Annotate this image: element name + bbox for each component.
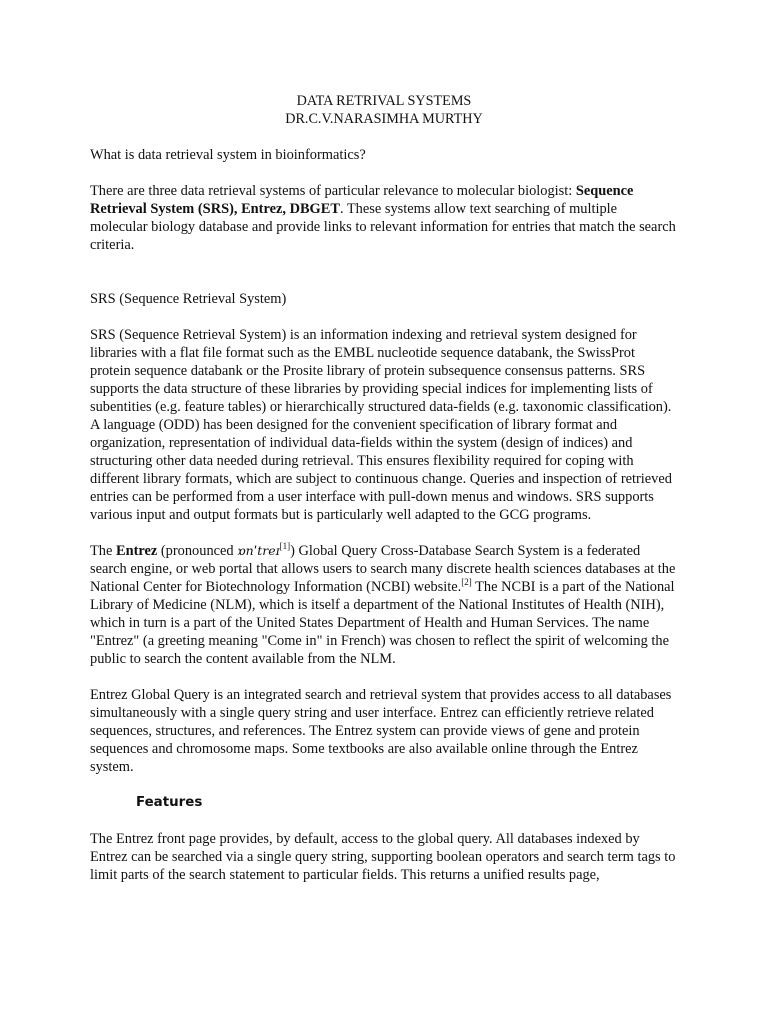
intro-text-end: . These systems allow text searching of multiple molecular biology database and provide links to relevant information for entries that match the search criteria. [90,201,676,253]
entrez-pronunciation: ɒnˈtreɪ [237,543,280,558]
intro-bold-systems: Sequence Retrieval System (SRS), Entrez, DBGET [90,183,634,217]
entrez-text-4: The NCBI is a part of the National Library of Medicine (NLM), which is itself a department of the National Institutes of Health (NIH), which in turn is a part of the United States Department of Health and Human Services. The name "Entrez" (a greeting meaning "Come in" in French) was chosen to reflect the spirit of welcoming the public to search the content available from the NLM. [90,579,675,667]
entrez-text-1: The [90,543,116,559]
document-body [90,92,678,902]
title-block [90,92,678,128]
question-line: What is data retrieval system in bioinformatics? [90,147,366,163]
intro-text-start: There are three data retrieval systems of particular relevance to molecular biologist: [90,183,576,199]
entrez-bold: Entrez [115,543,158,559]
entrez-paragraph [90,542,678,668]
srs-heading: SRS (Sequence Retrieval System) [90,291,287,307]
global-query-paragraph: Entrez Global Query is an integrated search and retrieval system that provides access to all databases simultaneously with a single query string and user interface. Entrez can efficiently retrieve related sequences, structures, and references. The Entrez system can provide views of gene and protein sequences and chromosome maps. Some textbooks are also available online through the Entrez system. [90,687,672,775]
features-heading: Features [136,795,203,810]
srs-paragraph: SRS (Sequence Retrieval System) is an information indexing and retrieval system designed for libraries with a flat file format such as the EMBL nucleotide sequence databank, the SwissProt protein sequence databank or the Prosite library of protein subsequence consensus patterns. SRS supports the data structure of these libraries by providing special indices for implementing lists of subentities (e.g. feature tables) or hierarchically structured data-fields (e.g. taxonomic classification). A language (ODD) has been designed for the convenient specification of library format and organization, representation of individual data-fields within the system (design of indices) and structuring other data needed during retrieval. This ensures flexibility required for coping with different library formats, which are subject to continuous change. Queries and inspection of retrieved entries can be performed from a user interface with pull-down menus and windows. SRS supports various input and output formats but is particularly well adapted to the GCG programs. [90,327,672,523]
entrez-text-2: (pronounced [157,543,238,559]
features-paragraph: The Entrez front page provides, by default, access to the global query. All databases indexed by Entrez can be searched via a single query string, supporting boolean operators and search term tags to limit parts of the search statement to particular fields. This returns a unified results page, [90,831,676,883]
intro-paragraph [90,182,678,254]
document-author: DR.C.V.NARASIMHA MURTHY [285,111,483,127]
entrez-text-3: ) Global Query Cross-Database Search System is a federated search engine, or web portal that allows users to search many discrete health sciences databases at the National Center for Biotechnology Information (NCBI) website. [90,543,676,595]
reference-1-link: [1] [279,541,291,552]
reference-2-link: [2] [461,577,472,588]
document-title: DATA RETRIVAL SYSTEMS [296,93,472,109]
